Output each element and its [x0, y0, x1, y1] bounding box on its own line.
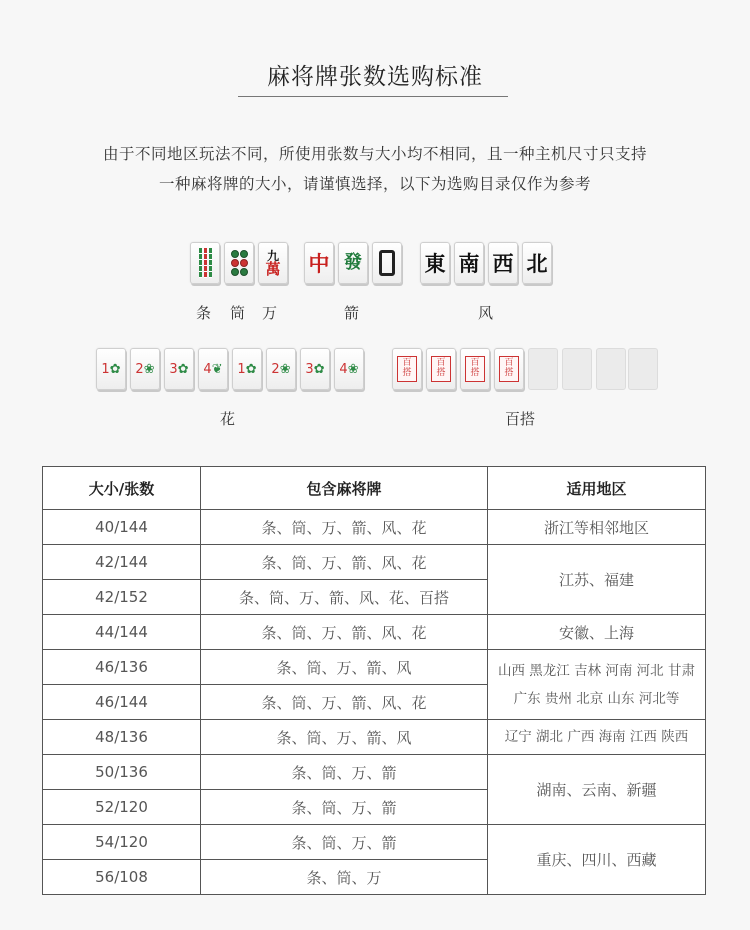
- south-wind-tile: [454, 242, 484, 284]
- cell-tiles: 条、筒、万、箭、风、花: [201, 615, 488, 650]
- cell-region: 江苏、福建: [488, 545, 706, 615]
- flower-tile: 3✿: [300, 348, 330, 390]
- flower-number: 3: [305, 361, 314, 377]
- cell-size: 52/120: [43, 790, 201, 825]
- header-tiles: 包含麻将牌: [201, 467, 488, 510]
- flower-tile: 2❀: [130, 348, 160, 390]
- baida-char-2: 搭: [504, 368, 514, 378]
- flower-number: 4: [203, 361, 212, 377]
- flower-tile: 3✿: [164, 348, 194, 390]
- cell-size: 40/144: [43, 510, 201, 545]
- title-underline: [238, 96, 508, 97]
- cell-tiles: 条、筒、万、箭、风: [201, 650, 488, 685]
- flower-tile: 4❀: [334, 348, 364, 390]
- label-wan: 万: [262, 304, 278, 322]
- table-row: [43, 720, 706, 755]
- bei-glyph: 北: [526, 250, 548, 276]
- flower-tile: 4❦: [198, 348, 228, 390]
- cell-size: 54/120: [43, 825, 201, 860]
- table-row: [43, 510, 706, 545]
- table-row: [43, 650, 706, 685]
- flower-number: 4: [339, 361, 348, 377]
- baida-char-2: 搭: [436, 368, 446, 378]
- cell-tiles: 条、筒、万、箭: [201, 790, 488, 825]
- north-wind-tile: [522, 242, 552, 284]
- flower-number: 1: [237, 361, 246, 377]
- white-dragon-frame-icon: [379, 250, 395, 276]
- header-region: 适用地区: [488, 467, 706, 510]
- blank-tile: [628, 348, 658, 390]
- cell-size: 56/108: [43, 860, 201, 895]
- label-hua: 花: [220, 410, 236, 428]
- cell-tiles: 条、筒、万、箭: [201, 825, 488, 860]
- baida-tile: [494, 348, 524, 390]
- table-row: [43, 755, 706, 790]
- cell-size: 46/136: [43, 650, 201, 685]
- intro-line-1: 由于不同地区玩法不同，所使用张数与大小均不相同，且一种主机尺寸只支持: [102, 145, 647, 163]
- flower-number: 2: [135, 361, 144, 377]
- table-row: [43, 545, 706, 580]
- baida-tile: [426, 348, 456, 390]
- zhong-glyph: 中: [308, 250, 330, 276]
- cell-size: 48/136: [43, 720, 201, 755]
- baida-char-2: 搭: [470, 368, 480, 378]
- white-dragon-tile: [372, 242, 402, 284]
- cell-tiles: 条、筒、万: [201, 860, 488, 895]
- cell-tiles: 条、筒、万、箭、风、花: [201, 510, 488, 545]
- dong-glyph: 東: [424, 250, 446, 276]
- cell-region: 辽宁 湖北 广西 海南 江西 陕西: [488, 720, 706, 755]
- cell-region: 浙江等相邻地区: [488, 510, 706, 545]
- label-tiao: 条: [196, 304, 212, 322]
- green-dragon-tile: [338, 242, 368, 284]
- cell-tiles: 条、筒、万、箭: [201, 755, 488, 790]
- cell-size: 42/152: [43, 580, 201, 615]
- flower-number: 1: [101, 361, 110, 377]
- header-size: 大小/张数: [43, 467, 201, 510]
- blank-tile: [528, 348, 558, 390]
- label-feng: 风: [478, 304, 494, 322]
- nan-glyph: 南: [458, 250, 480, 276]
- flower-tile: 1✿: [232, 348, 262, 390]
- table-header-row: [43, 467, 706, 510]
- bamboo-tile: [190, 242, 220, 284]
- flower-tile: 1✿: [96, 348, 126, 390]
- cell-size: 46/144: [43, 685, 201, 720]
- fa-glyph: 發: [344, 252, 362, 273]
- cell-tiles: 条、筒、万、箭、风、花、百搭: [201, 580, 488, 615]
- circle-tile: [224, 242, 254, 284]
- flower-tile: 2❀: [266, 348, 296, 390]
- east-wind-tile: [420, 242, 450, 284]
- flower-number: 3: [169, 361, 178, 377]
- cell-region: 重庆、四川、西藏: [488, 825, 706, 895]
- spec-table: [42, 466, 706, 895]
- table-row: [43, 825, 706, 860]
- cell-region: 湖南、云南、新疆: [488, 755, 706, 825]
- baida-char-2: 搭: [402, 368, 412, 378]
- cell-size: 50/136: [43, 755, 201, 790]
- cell-tiles: 条、筒、万、箭、风: [201, 720, 488, 755]
- label-tong: 筒: [230, 304, 246, 322]
- blank-tile: [596, 348, 626, 390]
- red-dragon-tile: [304, 242, 334, 284]
- label-baida: 百搭: [505, 410, 536, 428]
- flower-number: 2: [271, 361, 280, 377]
- west-wind-tile: [488, 242, 518, 284]
- page-title: 麻将牌张数选购标准: [267, 64, 483, 90]
- wan-character: 萬: [265, 259, 281, 278]
- baida-tile: [392, 348, 422, 390]
- label-jian: 箭: [344, 304, 360, 322]
- cell-region: 安徽、上海: [488, 615, 706, 650]
- character-tile: [258, 242, 288, 284]
- region-line-2: 广东 贵州 北京 山东 河北等: [513, 690, 680, 707]
- wan-number: 九: [266, 248, 279, 263]
- baida-char-1: 百: [504, 358, 514, 369]
- baida-char-1: 百: [402, 358, 412, 369]
- cell-size: 42/144: [43, 545, 201, 580]
- baida-char-1: 百: [436, 358, 446, 369]
- cell-tiles: 条、筒、万、箭、风、花: [201, 545, 488, 580]
- cell-size: 44/144: [43, 615, 201, 650]
- blank-tile: [562, 348, 592, 390]
- cell-region: [488, 650, 706, 720]
- baida-tile: [460, 348, 490, 390]
- baida-char-1: 百: [470, 358, 480, 369]
- cell-tiles: 条、筒、万、箭、风、花: [201, 685, 488, 720]
- region-line-1: 山西 黑龙江 吉林 河南 河北 甘肃: [498, 662, 695, 679]
- table-row: [43, 615, 706, 650]
- xi-glyph: 西: [492, 250, 514, 276]
- intro-line-2: 一种麻将牌的大小，请谨慎选择，以下为选购目录仅作为参考: [158, 175, 591, 193]
